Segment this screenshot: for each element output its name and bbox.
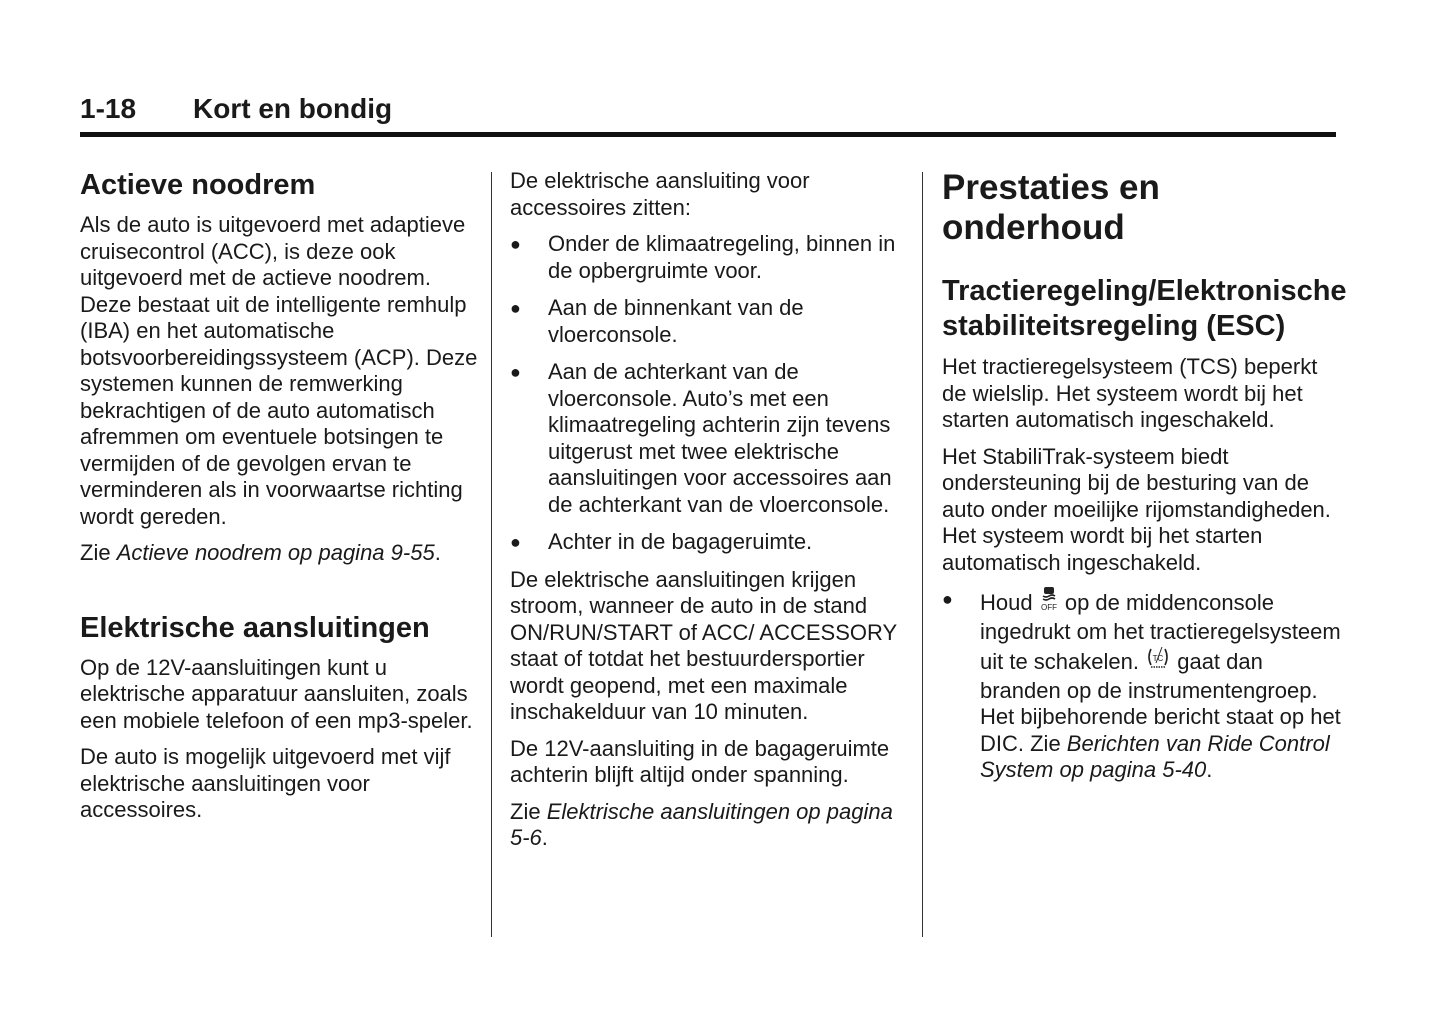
list-item: ● Houd OFF op de middenconsole ingedrukt om het tractieregelsysteem uit te schakelen. TC gaat dan branden op de instrumentengroep. Het bijbehorende bericht staat op het DIC. Zie Berichten van Ride Control System op pagina 5-40. [942, 586, 1342, 784]
column-divider [491, 172, 492, 937]
see-link[interactable]: Elektrische aansluitingen op pagina 5-6 [510, 798, 893, 850]
cross-reference [80, 540, 480, 567]
list-item: ● Aan de achterkant van de vloerconsole. Auto’s met een klimaatregeling achterin zijn tevens uitgerust met twee elektrische aansluitingen voor accessoires aan de achterkant van de vloerconsole. [510, 359, 892, 517]
paragraph: Het StabiliTrak-systeem biedt ondersteuning bij de besturing van de auto onder moeilijke rijomstandigheden. Het systeem wordt bij het starten automatisch ingeschakeld. [942, 443, 1331, 575]
bullet-icon: ● [510, 532, 521, 552]
bullet-list [510, 231, 910, 556]
bullet-icon: ● [942, 589, 953, 609]
column-1 [80, 168, 480, 834]
see-suffix: . [541, 825, 548, 850]
list-item: ● Onder de klimaatregeling, binnen in de opbergruimte voor. [510, 231, 896, 283]
traction-control-warning-icon [1145, 645, 1171, 678]
chapter-heading: Prestaties en onderhoud [942, 168, 1160, 247]
bullet-list [942, 586, 1342, 784]
svg-text:TC: TC [1152, 654, 1164, 663]
section-heading-elektrische-aansluitingen: Elektrische aansluitingen [80, 611, 430, 644]
see-link[interactable]: Actieve noodrem op pagina 9-55 [116, 540, 435, 565]
bullet-icon: ● [510, 362, 521, 382]
svg-text:OFF: OFF [1040, 603, 1057, 612]
section-heading-actieve-noodrem: Actieve noodrem [80, 169, 316, 201]
see-link[interactable]: Berichten van Ride Control System op pagina 5-40 [980, 730, 1330, 782]
bullet-icon: ● [510, 298, 521, 318]
see-suffix: . [434, 540, 441, 565]
column-2 [510, 168, 910, 862]
paragraph: Op de 12V-aansluitingen kunt u elektrische apparatuur aansluiten, zoals een mobiele telefoon of een mp3-speler. [80, 654, 473, 733]
cross-reference [510, 799, 910, 852]
paragraph: Als de auto is uitgevoerd met adaptieve cruisecontrol (ACC), is deze ook uitgevoerd met de actieve noodrem. Deze bestaat uit de intelligente remhulp (IBA) en het automatische botsvoorbereidingssysteem (ACP). Deze systemen kunnen de remwerking bekrachtigen of de auto automatisch afremmen om eventuele botsingen te vermijden of de gevolgen ervan te verminderen als in voorwaartse richting wordt gereden. [80, 212, 478, 529]
paragraph: De 12V-aansluiting in de bagageruimte achterin blijft altijd onder spanning. [510, 735, 890, 787]
traction-off-button-icon [1039, 586, 1059, 619]
section-heading-tractieregeling: Tractieregeling/Elektronische stabiliteitsregeling (ESC) [942, 275, 1347, 342]
see-prefix: Zie [80, 540, 117, 565]
paragraph: Het tractieregelsysteem (TCS) beperkt de wielslip. Het systeem wordt bij het starten automatisch ingeschakeld. [942, 354, 1318, 432]
chapter-title: Kort en bondig [193, 93, 393, 124]
paragraph: De auto is mogelijk uitgevoerd met vijf elektrische aansluitingen voor accessoires. [80, 744, 451, 822]
list-item: ● Aan de binnenkant van de vloerconsole. [510, 295, 804, 347]
see-prefix: Zie [510, 798, 547, 824]
page-number: 1-18 [80, 93, 137, 124]
paragraph: De elektrische aansluitingen krijgen stroom, wanneer de auto in de stand ON/RUN/START of ACC/ ACCESSORY staat of totdat het bestuurdersportier wordt geopend, met een maximale inschakelduur van 10 minuten. [510, 566, 897, 724]
bullet-icon: ● [510, 234, 521, 254]
page-header [80, 88, 1336, 137]
column-divider [922, 172, 923, 937]
list-item: ● Achter in de bagageruimte. [510, 529, 813, 554]
column-3 [942, 168, 1347, 795]
paragraph: De elektrische aansluiting voor accessoires zitten: [510, 168, 810, 220]
